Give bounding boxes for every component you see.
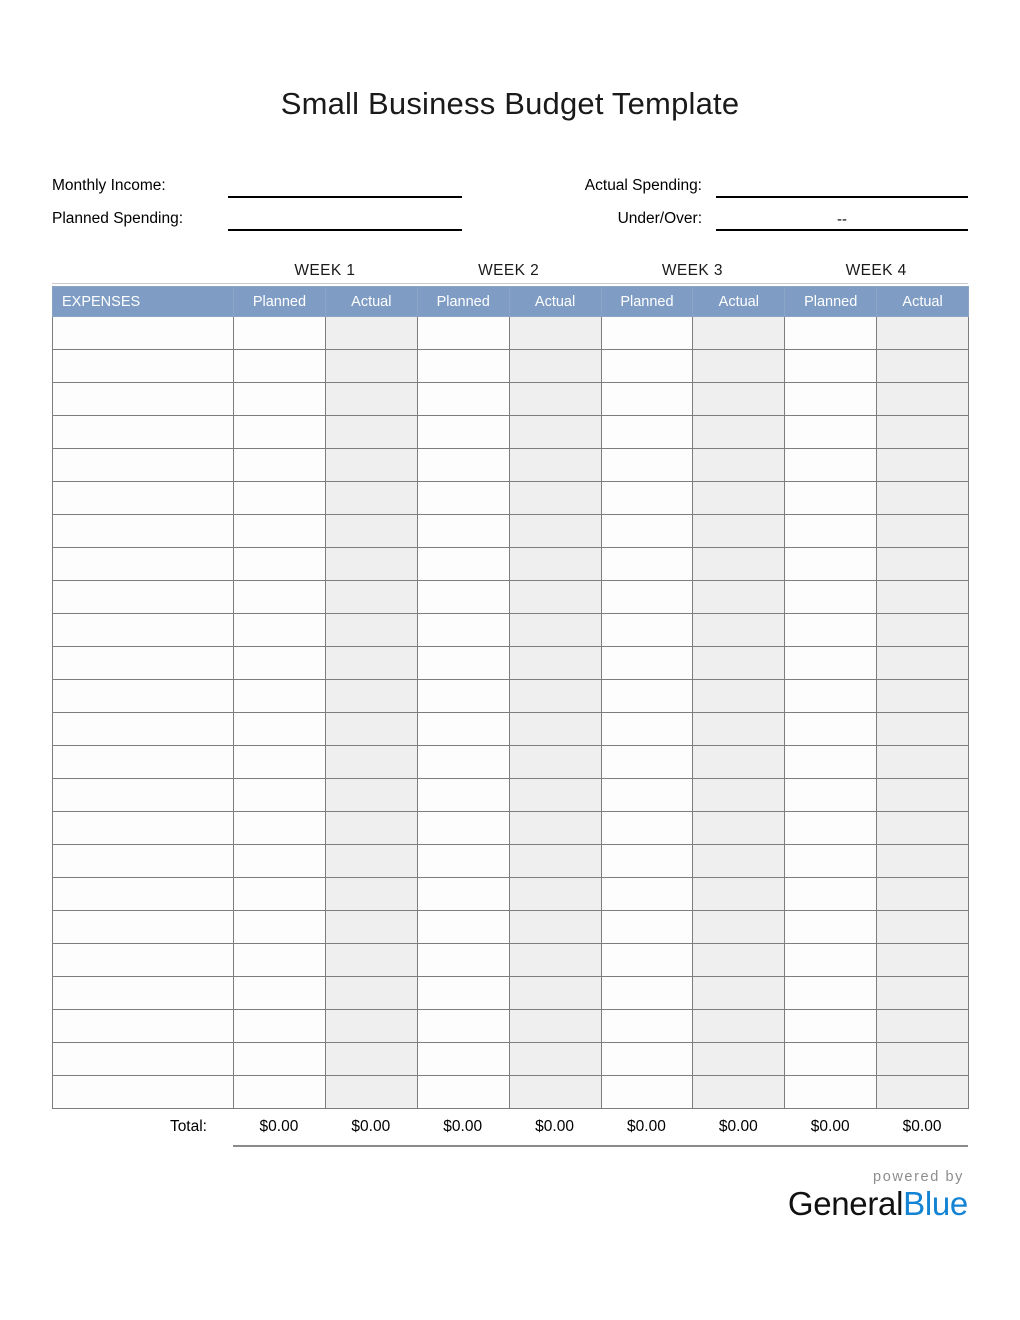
week3-actual-cell[interactable] bbox=[693, 449, 785, 482]
table-row bbox=[53, 548, 969, 581]
expense-name-cell[interactable] bbox=[53, 878, 234, 911]
table-row bbox=[53, 317, 969, 350]
week1-planned-cell[interactable] bbox=[234, 713, 326, 746]
week2-actual-cell[interactable] bbox=[509, 383, 601, 416]
week4-planned-cell[interactable] bbox=[785, 647, 877, 680]
week1-actual-cell[interactable] bbox=[325, 317, 417, 350]
week3-planned-cell[interactable] bbox=[601, 713, 693, 746]
expense-name-cell[interactable] bbox=[53, 845, 234, 878]
table-row bbox=[53, 812, 969, 845]
week2-planned-cell[interactable] bbox=[417, 779, 509, 812]
week1-planned-cell[interactable] bbox=[234, 746, 326, 779]
week1-planned-cell[interactable] bbox=[234, 647, 326, 680]
column-header-week4-planned: Planned bbox=[785, 287, 877, 317]
week3-planned-cell[interactable] bbox=[601, 812, 693, 845]
week4-actual-cell[interactable] bbox=[877, 746, 969, 779]
table-row bbox=[53, 482, 969, 515]
week2-planned-cell[interactable] bbox=[417, 581, 509, 614]
week1-planned-cell[interactable] bbox=[234, 614, 326, 647]
week1-planned-cell[interactable] bbox=[234, 317, 326, 350]
table-row bbox=[53, 614, 969, 647]
week1-actual-cell[interactable] bbox=[325, 1076, 417, 1109]
week2-planned-cell[interactable] bbox=[417, 1010, 509, 1043]
week4-planned-cell[interactable] bbox=[785, 680, 877, 713]
week4-planned-cell[interactable] bbox=[785, 449, 877, 482]
week1-planned-cell[interactable] bbox=[234, 548, 326, 581]
week1-actual-cell[interactable] bbox=[325, 548, 417, 581]
budget-table-body bbox=[53, 317, 969, 1109]
week4-planned-cell[interactable] bbox=[785, 746, 877, 779]
expense-name-cell[interactable] bbox=[53, 1010, 234, 1043]
table-row bbox=[53, 515, 969, 548]
week2-actual-cell[interactable] bbox=[509, 746, 601, 779]
table-row bbox=[53, 713, 969, 746]
week2-actual-cell[interactable] bbox=[509, 977, 601, 1010]
week3-planned-cell[interactable] bbox=[601, 1043, 693, 1076]
week2-actual-cell[interactable] bbox=[509, 482, 601, 515]
week2-actual-cell[interactable] bbox=[509, 680, 601, 713]
week3-actual-cell[interactable] bbox=[693, 614, 785, 647]
week2-planned-cell[interactable] bbox=[417, 548, 509, 581]
week3-planned-cell[interactable] bbox=[601, 350, 693, 383]
budget-table-header-row bbox=[53, 287, 969, 317]
under-over-value: -- bbox=[716, 205, 968, 231]
week4-planned-cell[interactable] bbox=[785, 482, 877, 515]
week4-planned-cell[interactable] bbox=[785, 911, 877, 944]
totals-underline bbox=[233, 1145, 968, 1147]
total-week1-actual: $0.00 bbox=[351, 1118, 391, 1135]
week1-actual-cell[interactable] bbox=[325, 515, 417, 548]
expense-name-cell[interactable] bbox=[53, 680, 234, 713]
week1-actual-cell[interactable] bbox=[325, 350, 417, 383]
week1-actual-cell[interactable] bbox=[325, 680, 417, 713]
actual-spending-row bbox=[558, 165, 968, 198]
week3-actual-cell[interactable] bbox=[693, 1076, 785, 1109]
week4-planned-cell[interactable] bbox=[785, 614, 877, 647]
column-header-week4-actual: Actual bbox=[877, 287, 969, 317]
table-row bbox=[53, 911, 969, 944]
week3-planned-cell[interactable] bbox=[601, 845, 693, 878]
expense-name-cell[interactable] bbox=[53, 713, 234, 746]
week3-actual-cell[interactable] bbox=[693, 878, 785, 911]
week2-actual-cell[interactable] bbox=[509, 944, 601, 977]
week3-actual-cell[interactable] bbox=[693, 383, 785, 416]
table-row bbox=[53, 977, 969, 1010]
expense-name-cell[interactable] bbox=[53, 779, 234, 812]
total-week2-actual: $0.00 bbox=[535, 1118, 574, 1135]
table-row bbox=[53, 845, 969, 878]
week3-actual-cell[interactable] bbox=[693, 779, 785, 812]
week2-planned-cell[interactable] bbox=[417, 614, 509, 647]
expense-name-cell[interactable] bbox=[53, 350, 234, 383]
week4-planned-cell[interactable] bbox=[785, 581, 877, 614]
planned-spending-row bbox=[52, 198, 462, 231]
week2-planned-cell[interactable] bbox=[417, 878, 509, 911]
week4-planned-cell[interactable] bbox=[785, 1043, 877, 1076]
table-row bbox=[53, 779, 969, 812]
week4-actual-cell[interactable] bbox=[877, 383, 969, 416]
table-row bbox=[53, 1010, 969, 1043]
week4-planned-cell[interactable] bbox=[785, 878, 877, 911]
week3-planned-cell[interactable] bbox=[601, 581, 693, 614]
week2-planned-cell[interactable] bbox=[417, 812, 509, 845]
week3-actual-cell[interactable] bbox=[693, 416, 785, 449]
week2-planned-cell[interactable] bbox=[417, 416, 509, 449]
expense-name-cell[interactable] bbox=[53, 581, 234, 614]
week-header-1: WEEK 1 bbox=[294, 262, 356, 279]
week3-actual-cell[interactable] bbox=[693, 350, 785, 383]
week3-actual-cell[interactable] bbox=[693, 911, 785, 944]
week4-planned-cell[interactable] bbox=[785, 944, 877, 977]
week4-actual-cell[interactable] bbox=[877, 482, 969, 515]
expense-name-cell[interactable] bbox=[53, 383, 234, 416]
week1-planned-cell[interactable] bbox=[234, 680, 326, 713]
expense-name-cell[interactable] bbox=[53, 317, 234, 350]
week2-planned-cell[interactable] bbox=[417, 383, 509, 416]
week2-actual-cell[interactable] bbox=[509, 350, 601, 383]
week3-planned-cell[interactable] bbox=[601, 779, 693, 812]
week3-planned-cell[interactable] bbox=[601, 548, 693, 581]
week4-planned-cell[interactable] bbox=[785, 779, 877, 812]
summary-form bbox=[52, 165, 968, 231]
week2-actual-cell[interactable] bbox=[509, 614, 601, 647]
page-title: Small Business Budget Template bbox=[280, 86, 740, 121]
week2-actual-cell[interactable] bbox=[509, 1010, 601, 1043]
actual-spending-label: Actual Spending: bbox=[584, 177, 702, 194]
budget-table-head bbox=[53, 287, 969, 317]
week2-planned-cell[interactable] bbox=[417, 713, 509, 746]
week3-planned-cell[interactable] bbox=[601, 1076, 693, 1109]
week4-planned-cell[interactable] bbox=[785, 317, 877, 350]
week3-actual-cell[interactable] bbox=[693, 548, 785, 581]
expense-name-cell[interactable] bbox=[53, 548, 234, 581]
totals-row bbox=[52, 1109, 968, 1145]
column-header-week1-planned: Planned bbox=[234, 287, 326, 317]
under-over-row bbox=[558, 198, 968, 231]
week3-planned-cell[interactable] bbox=[601, 911, 693, 944]
week1-planned-cell[interactable] bbox=[234, 449, 326, 482]
total-week4-actual: $0.00 bbox=[902, 1118, 942, 1135]
week3-planned-cell[interactable] bbox=[601, 416, 693, 449]
week1-actual-cell[interactable] bbox=[325, 779, 417, 812]
week4-actual-cell[interactable] bbox=[877, 317, 969, 350]
week4-actual-cell[interactable] bbox=[877, 515, 969, 548]
logo-blue-text: Blue bbox=[903, 1185, 968, 1223]
week2-actual-cell[interactable] bbox=[509, 845, 601, 878]
week3-actual-cell[interactable] bbox=[693, 1010, 785, 1043]
expense-name-cell[interactable] bbox=[53, 746, 234, 779]
week3-planned-cell[interactable] bbox=[601, 680, 693, 713]
week-header-3: WEEK 3 bbox=[661, 262, 723, 279]
week4-actual-cell[interactable] bbox=[877, 713, 969, 746]
summary-form-left-column bbox=[52, 165, 462, 231]
week4-planned-cell[interactable] bbox=[785, 548, 877, 581]
monthly-income-row bbox=[52, 165, 462, 198]
week4-planned-cell[interactable] bbox=[785, 515, 877, 548]
column-header-expenses: EXPENSES bbox=[53, 287, 234, 317]
planned-spending-label: Planned Spending: bbox=[52, 210, 184, 227]
table-row bbox=[53, 647, 969, 680]
totals-label: Total: bbox=[169, 1118, 207, 1135]
expense-name-cell[interactable] bbox=[53, 614, 234, 647]
week1-planned-cell[interactable] bbox=[234, 383, 326, 416]
week3-planned-cell[interactable] bbox=[601, 878, 693, 911]
week3-planned-cell[interactable] bbox=[601, 383, 693, 416]
week4-actual-cell[interactable] bbox=[877, 647, 969, 680]
week1-actual-cell[interactable] bbox=[325, 383, 417, 416]
week4-actual-cell[interactable] bbox=[877, 1076, 969, 1109]
expense-name-cell[interactable] bbox=[53, 515, 234, 548]
week1-actual-cell[interactable] bbox=[325, 746, 417, 779]
week3-planned-cell[interactable] bbox=[601, 449, 693, 482]
week2-planned-cell[interactable] bbox=[417, 449, 509, 482]
week2-actual-cell[interactable] bbox=[509, 812, 601, 845]
week4-planned-cell[interactable] bbox=[785, 1076, 877, 1109]
week2-planned-cell[interactable] bbox=[417, 1076, 509, 1109]
week1-planned-cell[interactable] bbox=[234, 1076, 326, 1109]
week2-actual-cell[interactable] bbox=[509, 515, 601, 548]
week1-actual-cell[interactable] bbox=[325, 845, 417, 878]
expense-name-cell[interactable] bbox=[53, 1076, 234, 1109]
expense-name-cell[interactable] bbox=[53, 416, 234, 449]
week3-actual-cell[interactable] bbox=[693, 977, 785, 1010]
table-row bbox=[53, 581, 969, 614]
expense-name-cell[interactable] bbox=[53, 647, 234, 680]
week1-actual-cell[interactable] bbox=[325, 977, 417, 1010]
week3-actual-cell[interactable] bbox=[693, 581, 785, 614]
week1-actual-cell[interactable] bbox=[325, 581, 417, 614]
column-header-week3-planned: Planned bbox=[601, 287, 693, 317]
week2-planned-cell[interactable] bbox=[417, 1043, 509, 1076]
week3-actual-cell[interactable] bbox=[693, 812, 785, 845]
week1-actual-cell[interactable] bbox=[325, 944, 417, 977]
week1-actual-cell[interactable] bbox=[325, 449, 417, 482]
total-week1-planned: $0.00 bbox=[259, 1118, 299, 1135]
table-row bbox=[53, 878, 969, 911]
week2-actual-cell[interactable] bbox=[509, 713, 601, 746]
table-row bbox=[53, 746, 969, 779]
week1-actual-cell[interactable] bbox=[325, 713, 417, 746]
general-blue-logo bbox=[788, 1169, 968, 1222]
expense-name-cell[interactable] bbox=[53, 449, 234, 482]
table-row bbox=[53, 350, 969, 383]
week2-actual-cell[interactable] bbox=[509, 416, 601, 449]
week3-actual-cell[interactable] bbox=[693, 845, 785, 878]
week2-planned-cell[interactable] bbox=[417, 647, 509, 680]
total-week4-planned: $0.00 bbox=[810, 1118, 850, 1135]
total-week2-planned: $0.00 bbox=[443, 1118, 483, 1135]
week2-planned-cell[interactable] bbox=[417, 350, 509, 383]
column-header-week2-planned: Planned bbox=[417, 287, 509, 317]
week4-actual-cell[interactable] bbox=[877, 548, 969, 581]
expense-name-cell[interactable] bbox=[53, 944, 234, 977]
week4-actual-cell[interactable] bbox=[877, 350, 969, 383]
column-header-week1-actual: Actual bbox=[325, 287, 417, 317]
week2-actual-cell[interactable] bbox=[509, 581, 601, 614]
week1-planned-cell[interactable] bbox=[234, 944, 326, 977]
table-row bbox=[53, 1076, 969, 1109]
week3-actual-cell[interactable] bbox=[693, 680, 785, 713]
total-week3-actual: $0.00 bbox=[718, 1118, 758, 1135]
week2-actual-cell[interactable] bbox=[509, 317, 601, 350]
week2-actual-cell[interactable] bbox=[509, 779, 601, 812]
week1-actual-cell[interactable] bbox=[325, 911, 417, 944]
week2-planned-cell[interactable] bbox=[417, 515, 509, 548]
week3-actual-cell[interactable] bbox=[693, 647, 785, 680]
week3-planned-cell[interactable] bbox=[601, 1010, 693, 1043]
week-header-2: WEEK 2 bbox=[478, 262, 540, 279]
week4-actual-cell[interactable] bbox=[877, 680, 969, 713]
logo-wordmark bbox=[788, 1186, 968, 1222]
expense-name-cell[interactable] bbox=[53, 1043, 234, 1076]
week4-actual-cell[interactable] bbox=[877, 845, 969, 878]
week3-actual-cell[interactable] bbox=[693, 944, 785, 977]
week4-planned-cell[interactable] bbox=[785, 812, 877, 845]
column-header-week2-actual: Actual bbox=[509, 287, 601, 317]
week3-planned-cell[interactable] bbox=[601, 746, 693, 779]
week4-planned-cell[interactable] bbox=[785, 977, 877, 1010]
week2-planned-cell[interactable] bbox=[417, 911, 509, 944]
week1-actual-cell[interactable] bbox=[325, 647, 417, 680]
week2-actual-cell[interactable] bbox=[509, 647, 601, 680]
week-strip-spacer bbox=[52, 262, 233, 280]
week2-planned-cell[interactable] bbox=[417, 317, 509, 350]
week3-planned-cell[interactable] bbox=[601, 317, 693, 350]
week3-actual-cell[interactable] bbox=[693, 746, 785, 779]
week3-planned-cell[interactable] bbox=[601, 482, 693, 515]
week2-planned-cell[interactable] bbox=[417, 845, 509, 878]
week4-planned-cell[interactable] bbox=[785, 383, 877, 416]
week4-planned-cell[interactable] bbox=[785, 845, 877, 878]
week2-actual-cell[interactable] bbox=[509, 1076, 601, 1109]
week4-planned-cell[interactable] bbox=[785, 416, 877, 449]
week-header-4: WEEK 4 bbox=[845, 262, 907, 279]
week1-planned-cell[interactable] bbox=[234, 515, 326, 548]
week2-actual-cell[interactable] bbox=[509, 449, 601, 482]
week1-planned-cell[interactable] bbox=[234, 581, 326, 614]
week1-actual-cell[interactable] bbox=[325, 878, 417, 911]
week1-planned-cell[interactable] bbox=[234, 845, 326, 878]
table-row bbox=[53, 680, 969, 713]
week4-planned-cell[interactable] bbox=[785, 1010, 877, 1043]
week4-actual-cell[interactable] bbox=[877, 779, 969, 812]
expense-name-cell[interactable] bbox=[53, 911, 234, 944]
budget-table bbox=[52, 286, 969, 1109]
week1-actual-cell[interactable] bbox=[325, 614, 417, 647]
table-row bbox=[53, 383, 969, 416]
week4-actual-cell[interactable] bbox=[877, 1043, 969, 1076]
under-over-label: Under/Over: bbox=[617, 210, 702, 227]
week1-planned-cell[interactable] bbox=[234, 977, 326, 1010]
week1-planned-cell[interactable] bbox=[234, 1043, 326, 1076]
week3-planned-cell[interactable] bbox=[601, 515, 693, 548]
week3-actual-cell[interactable] bbox=[693, 1043, 785, 1076]
expense-name-cell[interactable] bbox=[53, 977, 234, 1010]
week1-planned-cell[interactable] bbox=[234, 779, 326, 812]
week2-actual-cell[interactable] bbox=[509, 911, 601, 944]
week1-actual-cell[interactable] bbox=[325, 1043, 417, 1076]
week4-actual-cell[interactable] bbox=[877, 449, 969, 482]
week4-actual-cell[interactable] bbox=[877, 878, 969, 911]
week2-actual-cell[interactable] bbox=[509, 548, 601, 581]
week2-planned-cell[interactable] bbox=[417, 482, 509, 515]
week2-actual-cell[interactable] bbox=[509, 1043, 601, 1076]
summary-form-right-column bbox=[558, 165, 968, 231]
week1-planned-cell[interactable] bbox=[234, 878, 326, 911]
week2-actual-cell[interactable] bbox=[509, 878, 601, 911]
week-header-strip bbox=[52, 262, 968, 284]
week3-planned-cell[interactable] bbox=[601, 614, 693, 647]
week1-planned-cell[interactable] bbox=[234, 1010, 326, 1043]
column-header-week3-actual: Actual bbox=[693, 287, 785, 317]
week3-planned-cell[interactable] bbox=[601, 977, 693, 1010]
week4-actual-cell[interactable] bbox=[877, 812, 969, 845]
week4-planned-cell[interactable] bbox=[785, 713, 877, 746]
week4-planned-cell[interactable] bbox=[785, 350, 877, 383]
expense-name-cell[interactable] bbox=[53, 812, 234, 845]
week4-actual-cell[interactable] bbox=[877, 977, 969, 1010]
week4-actual-cell[interactable] bbox=[877, 911, 969, 944]
week3-actual-cell[interactable] bbox=[693, 515, 785, 548]
week1-planned-cell[interactable] bbox=[234, 911, 326, 944]
table-row bbox=[53, 1043, 969, 1076]
actual-spending-input[interactable] bbox=[716, 172, 968, 198]
week1-actual-cell[interactable] bbox=[325, 1010, 417, 1043]
monthly-income-input[interactable] bbox=[228, 172, 462, 198]
week4-actual-cell[interactable] bbox=[877, 944, 969, 977]
week2-planned-cell[interactable] bbox=[417, 944, 509, 977]
week1-actual-cell[interactable] bbox=[325, 416, 417, 449]
week1-actual-cell[interactable] bbox=[325, 482, 417, 515]
week3-actual-cell[interactable] bbox=[693, 482, 785, 515]
week4-actual-cell[interactable] bbox=[877, 581, 969, 614]
logo-general-text: General bbox=[787, 1185, 904, 1223]
week1-planned-cell[interactable] bbox=[234, 350, 326, 383]
week2-planned-cell[interactable] bbox=[417, 977, 509, 1010]
table-row bbox=[53, 416, 969, 449]
expense-name-cell[interactable] bbox=[53, 482, 234, 515]
week1-planned-cell[interactable] bbox=[234, 812, 326, 845]
week3-planned-cell[interactable] bbox=[601, 647, 693, 680]
week4-actual-cell[interactable] bbox=[877, 614, 969, 647]
week3-actual-cell[interactable] bbox=[693, 713, 785, 746]
monthly-income-label: Monthly Income: bbox=[52, 177, 166, 194]
week1-planned-cell[interactable] bbox=[234, 416, 326, 449]
week4-actual-cell[interactable] bbox=[877, 416, 969, 449]
week3-actual-cell[interactable] bbox=[693, 317, 785, 350]
planned-spending-input[interactable] bbox=[228, 205, 462, 231]
totals-table bbox=[52, 1109, 968, 1145]
table-row bbox=[53, 449, 969, 482]
powered-by-label: powered by bbox=[873, 1169, 964, 1186]
week1-actual-cell[interactable] bbox=[325, 812, 417, 845]
week1-planned-cell[interactable] bbox=[234, 482, 326, 515]
total-week3-planned: $0.00 bbox=[627, 1118, 666, 1135]
table-row bbox=[53, 944, 969, 977]
week2-planned-cell[interactable] bbox=[417, 746, 509, 779]
week4-actual-cell[interactable] bbox=[877, 1010, 969, 1043]
week3-planned-cell[interactable] bbox=[601, 944, 693, 977]
week2-planned-cell[interactable] bbox=[417, 680, 509, 713]
